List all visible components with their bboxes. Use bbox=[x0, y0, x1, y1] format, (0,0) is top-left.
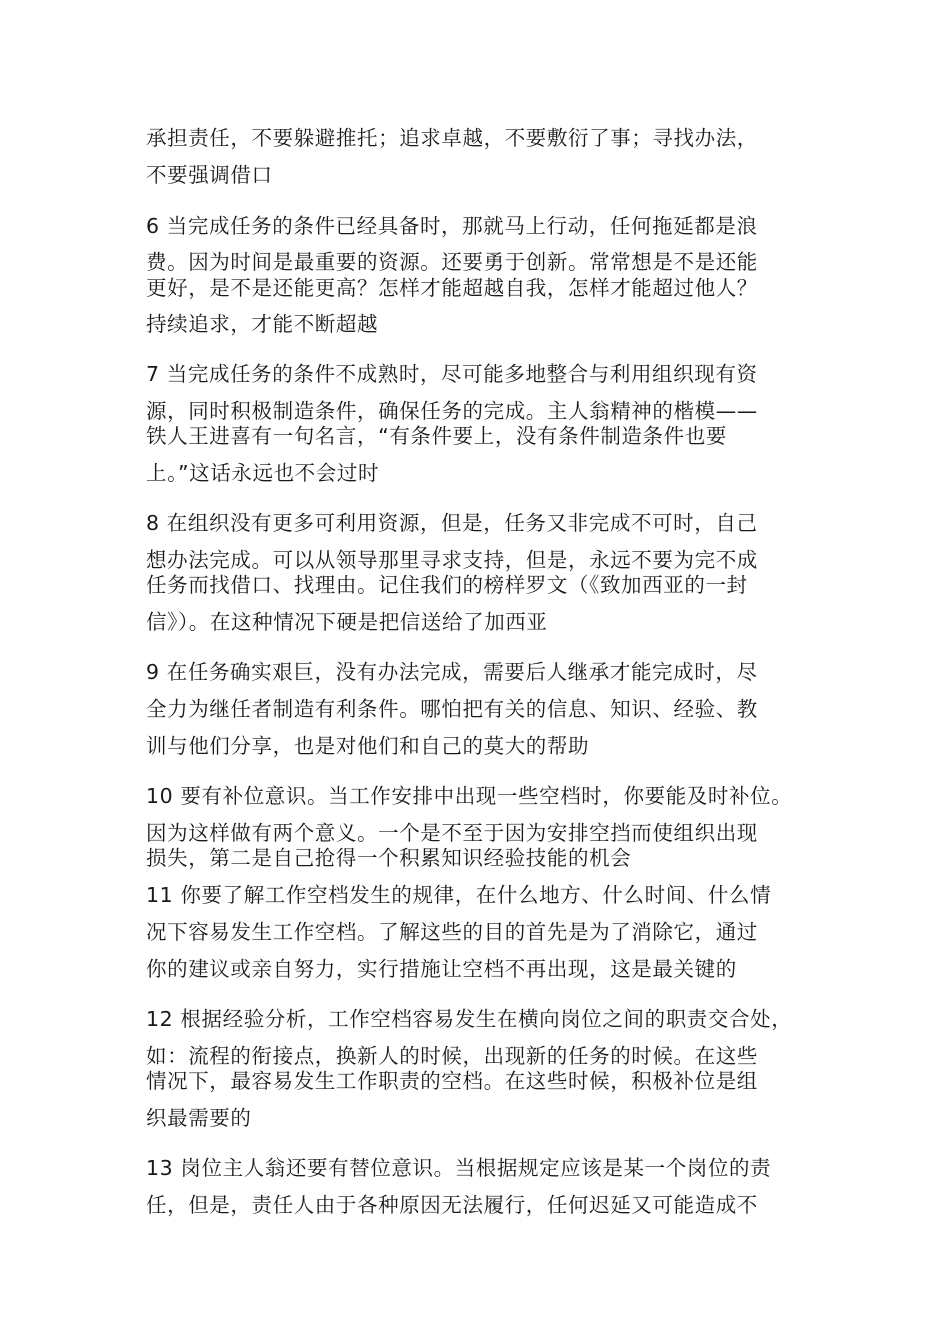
text-line: 8 在组织没有更多可利用资源，但是，任务又非完成不可时，自己 bbox=[146, 511, 758, 535]
text-line: 11 你要了解工作空档发生的规律，在什么地方、什么时间、什么情 bbox=[146, 883, 772, 907]
text-line: 持续追求，才能不断超越 bbox=[146, 312, 379, 336]
text-line: 6 当完成任务的条件已经具备时，那就马上行动，任何拖延都是浪 bbox=[146, 214, 758, 238]
text-line: 全力为继任者制造有利条件。哪怕把有关的信息、知识、经验、教 bbox=[146, 697, 758, 721]
text-line: 织最需要的 bbox=[146, 1106, 252, 1130]
text-line: 9 在任务确实艰巨，没有办法完成，需要后人继承才能完成时，尽 bbox=[146, 660, 758, 684]
text-line: 况下容易发生工作空档。了解这些的目的首先是为了消除它，通过 bbox=[146, 920, 758, 944]
text-line: 铁人王进喜有一句名言，“有条件要上，没有条件制造条件也要 bbox=[146, 424, 727, 448]
text-line: 损失，第二是自己抢得一个积累知识经验技能的机会 bbox=[146, 846, 632, 870]
text-line: 费。因为时间是最重要的资源。还要勇于创新。常常想是不是还能 bbox=[146, 250, 758, 274]
text-line: 想办法完成。可以从领导那里寻求支持，但是，永远不要为完不成 bbox=[146, 548, 758, 572]
text-line: 不要强调借口 bbox=[146, 163, 273, 187]
text-line: 你的建议或亲自努力，实行措施让空档不再出现，这是最关键的 bbox=[146, 957, 737, 981]
text-line: 12 根据经验分析，工作空档容易发生在横向岗位之间的职责交合处， bbox=[146, 1007, 793, 1031]
text-line: 训与他们分享，也是对他们和自己的莫大的帮助 bbox=[146, 734, 590, 758]
text-line: 情况下，最容易发生工作职责的空档。在这些时候，积极补位是组 bbox=[146, 1069, 758, 1093]
text-line: 承担责任，不要躲避推托；追求卓越，不要敷衍了事；寻找办法， bbox=[146, 126, 758, 150]
text-line: 源，同时积极制造条件，确保任务的完成。主人翁精神的楷模—— bbox=[146, 399, 758, 423]
text-line: 更好，是不是还能更高？怎样才能超越自我，怎样才能超过他人？ bbox=[146, 276, 758, 300]
text-line: 信》）。在这种情况下硬是把信送给了加西亚 bbox=[146, 610, 548, 634]
text-line: 10 要有补位意识。当工作安排中出现一些空档时，你要能及时补位。 bbox=[146, 784, 793, 808]
text-line: 因为这样做有两个意义。一个是不至于因为安排空挡而使组织出现 bbox=[146, 821, 758, 845]
text-line: 任务而找借口、找理由。记住我们的榜样罗文（《致加西亚的一封 bbox=[146, 573, 748, 597]
text-line: 上。”这话永远也不会过时 bbox=[146, 461, 380, 485]
text-line: 如：流程的衔接点，换新人的时候，出现新的任务的时候。在这些 bbox=[146, 1044, 758, 1068]
text-line: 13 岗位主人翁还要有替位意识。当根据规定应该是某一个岗位的责 bbox=[146, 1156, 772, 1180]
text-line: 7 当完成任务的条件不成熟时，尽可能多地整合与利用组织现有资 bbox=[146, 362, 758, 386]
text-line: 任，但是，责任人由于各种原因无法履行，任何迟延又可能造成不 bbox=[146, 1193, 758, 1217]
